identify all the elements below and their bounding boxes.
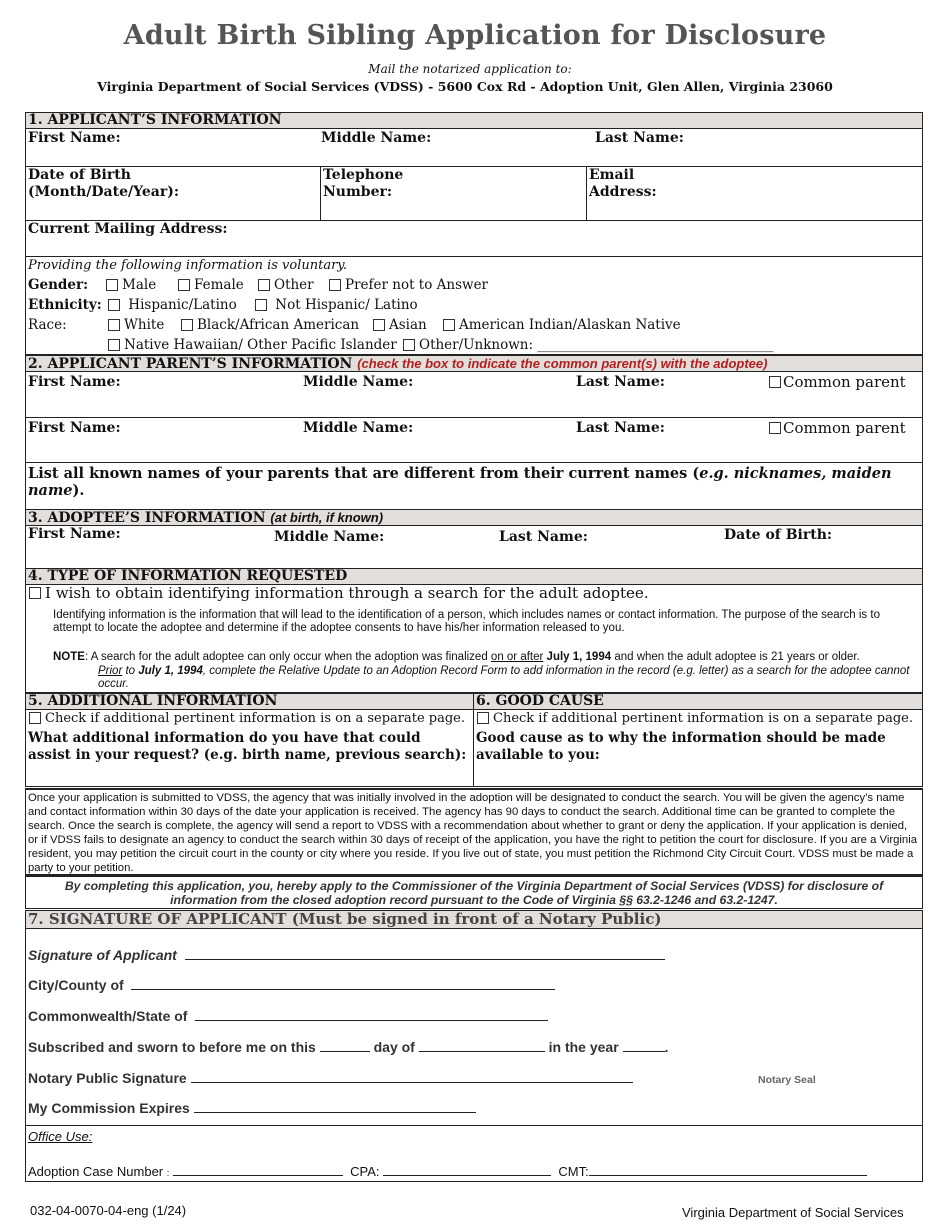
email-label: Email [589,167,635,183]
adoptee-middle-name-label: Middle Name: [274,529,385,545]
email-field[interactable] [586,166,923,221]
office-use-fields[interactable]: Adoption Case Number : CPA: CMT: [28,1163,867,1180]
telephone-number-label: Number: [323,184,393,200]
dob-label: Date of Birth [28,167,131,183]
sworn-line[interactable]: Subscribed and sworn to before me on this day of in the year . [28,1039,669,1055]
notary-signature-line[interactable]: Notary Public Signature [28,1070,633,1086]
checkbox[interactable] [443,319,455,331]
footer-agency: Virginia Department of Social Services [682,1205,904,1220]
checkbox[interactable] [255,299,267,311]
race-american-indian[interactable]: American Indian/Alaskan Native [443,317,681,334]
ethnicity-not-hispanic[interactable]: Not Hispanic/ Latino [255,297,418,314]
ethnicity-label: Ethnicity: [28,297,102,313]
checkbox[interactable] [769,422,781,434]
parent-2-row[interactable] [25,417,923,463]
adoptee-dob-label: Date of Birth: [724,527,833,543]
voluntary-note: Providing the following information is voluntary. [28,258,348,273]
section-3-heading: 3. ADOPTEE’S INFORMATION (at birth, if known) [25,509,923,526]
middle-name-label: Middle Name: [321,130,432,146]
office-use-block [25,1125,923,1182]
section-4-heading: 4. TYPE OF INFORMATION REQUESTED [25,568,923,585]
parent-1-last-name-label: Last Name: [576,374,665,390]
commonwealth-line[interactable]: Commonwealth/State of [28,1008,548,1024]
identifying-info-paragraph: Identifying information is the information that will lead to the identification of a person, which includes names or contact information. The purpose of the search is to attempt to locate the adoptee and determine if the adoptee consents to have his/her information released to you. [53,609,880,634]
checkbox[interactable] [258,279,270,291]
checkbox[interactable] [178,279,190,291]
checkbox[interactable] [108,339,120,351]
additional-info-question: What additional information do you have that could assist in your request? (e.g. birth name, previous search): [28,730,467,763]
office-use-label: Office Use: [28,1129,93,1144]
telephone-label: Telephone [323,167,404,183]
gender-label: Gender: [28,277,89,293]
checkbox[interactable] [29,587,41,599]
gender-female[interactable]: Female [178,277,244,294]
race-other[interactable]: Other/Unknown: ___________________________________ [403,337,774,354]
additional-info-field[interactable] [25,709,474,787]
race-label: Race: [28,317,67,333]
parent-2-first-name-label: First Name: [28,420,121,436]
parent-1-first-name-label: First Name: [28,374,121,390]
section-7-heading: 7. SIGNATURE OF APPLICANT (Must be signed in front of a Notary Public) [25,910,923,929]
city-county-line[interactable]: City/County of [28,977,555,993]
checkbox[interactable] [181,319,193,331]
commission-expires-line[interactable]: My Commission Expires [28,1100,476,1116]
checkbox[interactable] [769,376,781,388]
adoptee-last-name-label: Last Name: [499,529,588,545]
info-requested-block [25,584,923,693]
section-6-heading: 6. GOOD CAUSE [473,693,923,710]
checkbox[interactable] [329,279,341,291]
checkbox[interactable] [106,279,118,291]
mailing-address-field[interactable] [25,220,923,257]
adoptee-first-name-label: First Name: [28,526,121,542]
signature-block [25,928,923,1126]
good-cause-field[interactable] [473,709,923,787]
gender-male[interactable]: Male [106,277,156,294]
parent-other-names-label: List all known names of your parents that are different from their current names (e.g. nicknames, maiden name). [28,465,892,499]
good-cause-check[interactable]: Check if additional pertinent information is on a separate page. [477,710,913,727]
form-id: 032-04-0070-04-eng (1/24) [30,1203,187,1218]
mailing-address: Virginia Department of Social Services (VDSS) - 5600 Cox Rd - Adoption Unit, Glen Allen, Virginia 23060 [97,79,833,94]
section-2-heading: 2. APPLICANT PARENT’S INFORMATION (check the box to indicate the common parent(s) with the adoptee) [25,355,923,372]
adoptee-row[interactable] [25,525,923,569]
race-black[interactable]: Black/African American [181,317,359,334]
mailing-address-label: Current Mailing Address: [28,221,228,237]
race-native-hawaiian[interactable]: Native Hawaiian/ Other Pacific Islander [108,337,397,354]
first-name-label: First Name: [28,130,121,146]
demographics-block [25,256,923,355]
parent-2-middle-name-label: Middle Name: [303,420,414,436]
parent-1-middle-name-label: Middle Name: [303,374,414,390]
dob-format-label: (Month/Date/Year): [28,184,180,200]
process-block [25,788,923,875]
process-paragraph: Once your application is submitted to VDSS, the agency that was initially involved in the adoption will be designated to conduct the search. You will be given the agency’s name and contact information within 30 days of the date your application is received. The agency has 90 days to conduct the search. Additional time can be granted to complete the search. Once the search is complete, the agency will send a report to VDSS with a recommendation about whether to grant or deny the application. If your application is denied, or if VDSS fails to designate an agency to conduct the search within 30 days of receipt of the application, you have the right to petition the court for disclosure. If you are a Virginia resident, you may petition the circuit court in the county or city where you reside. If you live out of state, you must petition the Richmond City Circuit Court. VDSS must be made a party to your petition. [28,792,917,874]
telephone-field[interactable] [320,166,587,221]
checkbox[interactable] [403,339,415,351]
checkbox[interactable] [108,319,120,331]
race-asian[interactable]: Asian [373,317,427,334]
last-name-label: Last Name: [595,130,684,146]
applicant-name-row[interactable] [25,128,923,167]
gender-other[interactable]: Other [258,277,314,294]
mail-note: Mail the notarized application to: [368,62,572,76]
parent-1-row[interactable] [25,371,923,418]
parent-1-common-parent[interactable]: Common parent [769,374,906,391]
declaration-block [25,875,923,909]
declaration-text: By completing this application, you, hereby apply to the Commissioner of the Virginia Department of Social Services (VDSS) for disclosure of information from the closed adoption record pursuant to the Code of Virginia §§ 63.2-1246 and 63.2-1247. [64,879,884,907]
parent-2-common-parent[interactable]: Common parent [769,420,906,437]
section-1-heading: 1. APPLICANT’S INFORMATION [25,112,923,129]
ethnicity-hispanic[interactable]: Hispanic/Latino [108,297,237,314]
applicant-signature-line[interactable]: Signature of Applicant [28,947,665,963]
gender-prefer-not[interactable]: Prefer not to Answer [329,277,488,294]
dob-field[interactable] [25,166,321,221]
additional-info-check[interactable]: Check if additional pertinent information is on a separate page. [29,710,465,727]
race-white[interactable]: White [108,317,164,334]
page-title: Adult Birth Sibling Application for Disclosure [123,20,827,51]
parent-2-last-name-label: Last Name: [576,420,665,436]
checkbox[interactable] [29,712,41,724]
application-form [25,112,923,1182]
parent-other-names-field[interactable] [25,462,923,510]
notary-seal-label: Notary Seal [758,1074,816,1086]
note-prior-paragraph: Prior to July 1, 1994, complete the Relative Update to an Adoption Record Form to add information in the record (e.g. letter) as a search for the adoptee cannot occur. [98,665,910,690]
checkbox[interactable] [477,712,489,724]
note-paragraph: NOTE: A search for the adult adoptee can only occur when the adoption was finalized on or after July 1, 1994 and when the adult adoptee is 21 years or older. [53,651,860,663]
section-5-heading: 5. ADDITIONAL INFORMATION [25,693,474,710]
email-address-label: Address: [589,184,657,200]
good-cause-question: Good cause as to why the information should be made available to you: [476,730,886,763]
checkbox[interactable] [373,319,385,331]
checkbox[interactable] [108,299,120,311]
search-option[interactable]: I wish to obtain identifying information through a search for the adult adoptee. [29,585,649,602]
